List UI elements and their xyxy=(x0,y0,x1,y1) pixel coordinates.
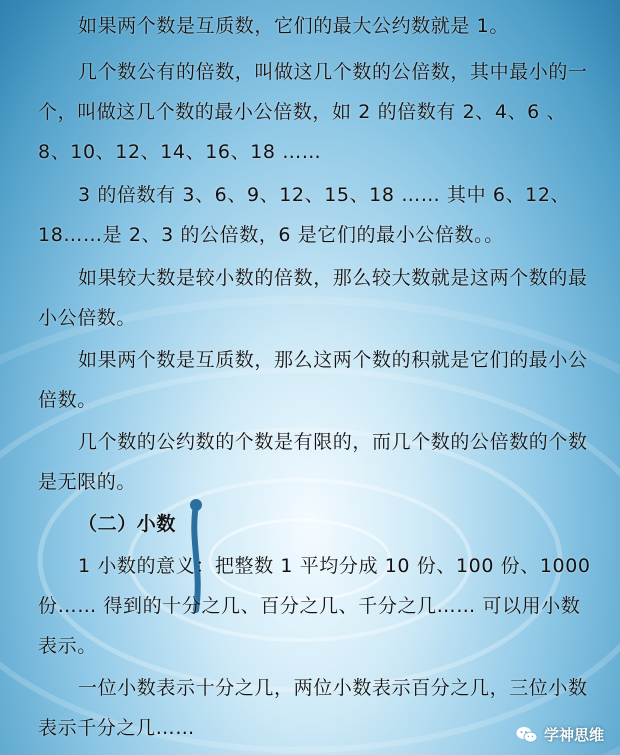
wechat-icon xyxy=(516,726,538,744)
paragraph-coprime-lcm: 如果两个数是互质数，那么这两个数的积就是它们的最小公倍数。 xyxy=(38,349,588,411)
paragraph-multiples-of-three: 3 的倍数有 3、6、9、12、15、18 …… 其中 6、12、18……是 2、3 的公倍数，6 是它们的最小公倍数。。 xyxy=(38,184,571,246)
paragraph-finite-infinite: 几个数的公约数的个数是有限的，而几个数的公倍数的个数是无限的。 xyxy=(38,431,588,493)
watermark xyxy=(516,724,604,745)
paragraph-larger-multiple: 如果较大数是较小数的倍数，那么较大数就是这两个数的最小公倍数。 xyxy=(38,267,588,329)
paragraph-lcm-definition: 几个数公有的倍数，叫做这几个数的公倍数，其中最小的一个，叫做这几个数的最小公倍数，如 2 的倍数有 2、4、6 、8、10、12、14、16、18 …… xyxy=(38,61,588,163)
paragraph-decimal-places: 一位小数表示十分之几，两位小数表示百分之几，三位小数表示千分之几…… xyxy=(38,677,588,739)
section-heading-decimals: （二）小数 xyxy=(78,513,177,535)
watermark-text: 学神思维 xyxy=(543,726,604,744)
paragraph-decimal-meaning: 1 小数的意义：把整数 1 平均分成 10 份、100 份、1000 份…… 得到的十分之几、百分之几、千分之几…… 可以用小数表示。 xyxy=(38,555,591,657)
paragraph-coprime-gcd: 如果两个数是互质数，它们的最大公约数就是 1。 xyxy=(78,15,509,37)
